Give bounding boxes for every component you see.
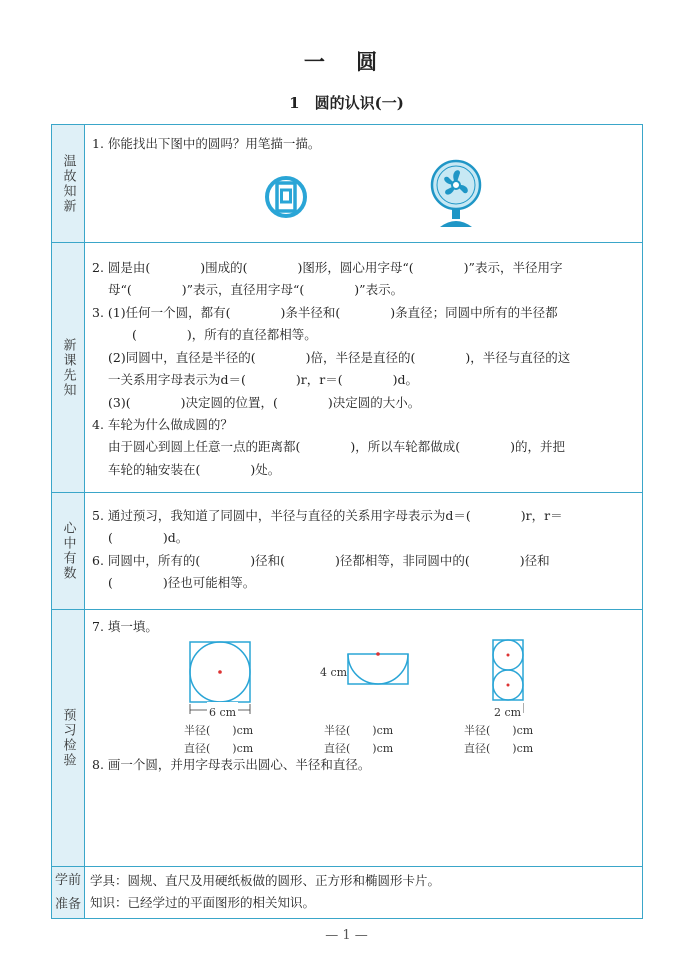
section-label-review: 温故知新 xyxy=(52,125,85,242)
page-title: 一 圆 xyxy=(303,49,390,74)
question-8: 8. 画一个圆，并用字母表示出圆心、半径和直径。 xyxy=(92,757,371,772)
question-5-line-1: 5. 通过预习，我知道了同圆中，半径与直径的关系用字母表示为d＝( )r，r＝ xyxy=(92,508,563,523)
figure-3-radius: 半径( )cm xyxy=(464,724,534,737)
question-3-line-3: (2)同圆中，直径是半径的( )倍，半径是直径的( )，半径与直径的这 xyxy=(108,350,571,365)
question-3-line-2: ( )，所有的直径都相等。 xyxy=(132,327,317,342)
section-review xyxy=(52,125,642,242)
question-7: 7. 填一填。 xyxy=(92,619,158,634)
lesson-subtitle: 1 圆的认识(一) xyxy=(289,94,404,112)
section-prep xyxy=(52,866,642,918)
prep-knowledge: 知识：已经学过的平面图形的相关知识。 xyxy=(90,895,316,910)
section-preview xyxy=(52,609,642,866)
figure-2-dimension: 4 cm xyxy=(320,666,348,679)
section-new-knowledge xyxy=(52,242,642,492)
figure-3-dimension: 2 cm xyxy=(492,702,523,725)
section-label-prep: 学前 准备 xyxy=(52,867,85,918)
figure-1-radius: 半径( )cm xyxy=(184,724,254,737)
figure-2-radius: 半径( )cm xyxy=(324,724,394,737)
question-5-line-2: ( )d。 xyxy=(108,530,189,545)
section-label-preview: 预习检验 xyxy=(52,610,85,866)
question-3-line-4: 一关系用字母表示为d＝( )r，r＝( )d。 xyxy=(108,372,418,387)
coin-symbol-icon xyxy=(262,173,310,221)
section-mind xyxy=(52,492,642,609)
figure-2-diameter: 直径( )cm xyxy=(324,742,394,755)
figure-1-dimension: 6 cm xyxy=(207,702,238,725)
question-6-line-1: 6. 同圆中，所有的( )径和( )径都相等，非同圆中的( )径和 xyxy=(92,553,550,568)
figure-3-diameter: 直径( )cm xyxy=(464,742,534,755)
electric-fan-icon xyxy=(426,159,486,229)
section-label-mind: 心中有数 xyxy=(52,493,85,609)
figure-1-diameter: 直径( )cm xyxy=(184,742,254,755)
question-4: 4. 车轮为什么做成圆的？ xyxy=(92,417,233,432)
question-2-line-1: 2. 圆是由( )围成的( )图形，圆心用字母“( )”表示，半径用字 xyxy=(92,260,563,275)
question-6-line-2: ( )径也可能相等。 xyxy=(108,575,256,590)
figure-semicircle-in-rectangle xyxy=(342,650,412,690)
question-4-line-1: 由于圆心到圆上任意一点的距离都( )，所以车轮都做成( )的，并把 xyxy=(108,439,566,454)
question-3-line-5: (3)( )决定圆的位置，( )决定圆的大小。 xyxy=(108,395,421,410)
question-1: 1. 你能找出下图中的圆吗？用笔描一描。 xyxy=(92,136,321,151)
prep-tools: 学具：圆规、直尺及用硬纸板做的圆形、正方形和椭圆形卡片。 xyxy=(90,873,441,888)
question-4-line-2: 车轮的轴安装在( )处。 xyxy=(108,462,281,477)
worksheet xyxy=(51,124,643,919)
question-3-line-1: 3. (1)任何一个圆，都有( )条半径和( )条直径；同圆中所有的半径都 xyxy=(92,305,558,320)
section-label-new-knowledge: 新课先知 xyxy=(52,243,85,492)
page-number: — 1 — xyxy=(325,928,368,943)
question-2-line-2: 母“( )”表示，直径用字母“( )”表示。 xyxy=(108,282,404,297)
